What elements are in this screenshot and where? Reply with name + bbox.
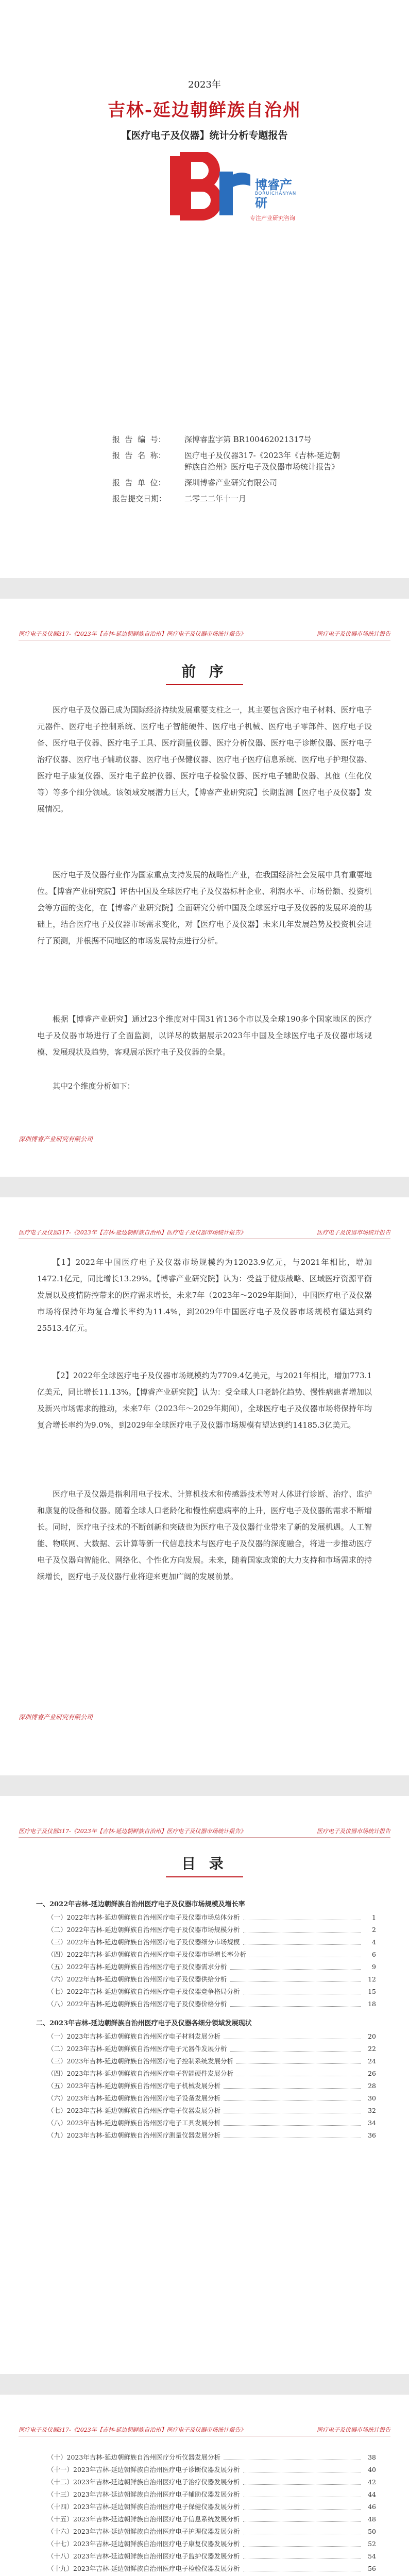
toc-entry-text: （七）2023年吉林-延边朝鲜族自治州医疗电子仪器发展分析 [47,2107,221,2114]
report-meta [112,434,344,509]
toc-entry-text: （一）2022年吉林-延边朝鲜族自治州医疗电子及仪器市场总体分析 [47,1913,240,1921]
toc-entry[interactable] [36,2550,376,2563]
toc-leader [243,2501,361,2510]
toc-entry[interactable] [36,1973,376,1986]
logo-en-name: BORUICHANYAN [255,191,297,196]
toc-entry-text: （十三）2023年吉林-延边朝鲜族自治州医疗电子辅助仪器发展分析 [47,2490,240,2498]
toc-entry[interactable] [36,2451,376,2464]
toc-entry[interactable] [36,2488,376,2501]
toc-page-number: 52 [368,2540,376,2548]
preface-paragraph: 根据【博睿产业研究】通过23个维度对中国31省136个市以及全球190多个国家地区的医疗电子及仪器市场进行了全面监测，以详尽的数据展示2023年中国及全球医疗电子及仪器市场规模、发展现状及趋势，客观展示医疗电子及仪器的全景。 [37,1014,372,1057]
page-gap [0,2374,409,2395]
toc-entry[interactable] [36,2043,376,2055]
toc-leader [224,2030,361,2039]
toc-entry[interactable] [36,2105,376,2117]
toc-leader [230,1998,361,2007]
toc-entry-text: （十二）2023年吉林-延边朝鲜族自治州医疗电子治疗仪器发展分析 [47,2478,240,2486]
page-header: 医疗电子及仪器317-《2023年【吉林-延边朝鲜族自治州】医疗电子及仪器市场统计报告》 医疗电子及仪器市场统计报告 [19,1827,390,1838]
toc-entry-text: （二）2023年吉林-延边朝鲜族自治州医疗电子元器件发展分析 [47,2045,227,2053]
toc-entry-text: （十五）2023年吉林-延边朝鲜族自治州医疗电子信息系统发展分析 [47,2515,240,2523]
toc-page-number: 38 [368,2453,376,2461]
toc-page-number: 34 [368,2119,376,2127]
toc-page-number: 54 [368,2552,376,2560]
toc-entry[interactable] [36,2476,376,2488]
toc-entry[interactable] [36,2538,376,2550]
toc-leader [224,2129,361,2138]
page-footer: 深圳博睿产业研究有限公司 [19,1714,93,1721]
toc-list-continued [36,2451,376,2576]
toc-leader [224,2092,361,2101]
toc-entry-text: （八）2022年吉林-延边朝鲜族自治州医疗电子及仪器价格分析 [47,2000,227,2008]
toc-entry-text: （五）2023年吉林-延边朝鲜族自治州医疗电子机械发展分析 [47,2082,221,2090]
toc-page [0,1796,409,2374]
page-header: 医疗电子及仪器317-《2023年【吉林-延边朝鲜族自治州】医疗电子及仪器市场统计报告》 医疗电子及仪器市场统计报告 [19,2426,390,2436]
logo-slogan: 专注产业研究咨询 [250,215,295,222]
toc-entry[interactable] [36,2526,376,2538]
toc-entry[interactable] [36,1961,376,1973]
toc-page-number: 22 [368,2045,376,2053]
toc-leader [249,1948,361,1957]
preface-paragraph: 其中2个维度分析如下： [53,1081,135,1091]
toc-page-continued [0,2395,409,2576]
toc-leader [243,1986,361,1994]
toc-entry-text: （五）2022年吉林-延边朝鲜族自治州医疗电子及仪器需求分析 [47,1963,227,1971]
toc-entry[interactable] [36,2117,376,2129]
toc-entry-text: （十八）2023年吉林-延边朝鲜族自治州医疗电子监护仪器发展分析 [47,2552,240,2560]
report-year: 2023年 [188,79,221,90]
toc-leader [230,1961,361,1970]
preface-page [0,599,409,1177]
toc-entry-text: （三）2023年吉林-延边朝鲜族自治州医疗电子控制系统发展分析 [47,2057,234,2065]
toc-page-number: 56 [368,2565,376,2572]
toc-entry[interactable] [36,1998,376,2010]
report-title: 吉林-延边朝鲜族自治州 [107,100,302,121]
toc-leader [230,2043,361,2052]
toc-entry[interactable] [36,2067,376,2080]
page-footer: 深圳博睿产业研究有限公司 [19,1136,93,1143]
toc-page-number: 40 [368,2466,376,2473]
toc-page-number: 46 [368,2503,376,2511]
toc-entry[interactable] [36,1911,376,1924]
toc-entry-text: （十）2023年吉林-延边朝鲜族自治州医疗分析仪器发展分析 [47,2453,221,2461]
toc-page-number: 15 [368,1988,376,1995]
toc-leader [243,2563,361,2571]
toc-page-number: 44 [368,2490,376,2498]
toc-page-number: 9 [372,1963,376,1971]
toc-entry[interactable] [36,2092,376,2105]
toc-page-number: 36 [368,2131,376,2139]
toc-page-number: 18 [368,2000,376,2008]
toc-section-heading[interactable]: 二、2023年吉林-延边朝鲜族自治州医疗电子及仪器各细分领域发展现状 [36,2020,252,2027]
toc-page-number: 12 [368,1975,376,1983]
toc-entry[interactable] [36,2055,376,2067]
toc-page-number: 28 [368,2082,376,2090]
toc-entry[interactable] [36,2464,376,2476]
toc-leader [243,2550,361,2559]
preface-title: 前 序 [0,660,409,685]
meta-row: 报 告 单 位： 深圳博睿产业研究有限公司 [112,478,278,487]
meta-row: 报告提交日期： 二零二二年十一月 [112,494,247,503]
toc-entry[interactable] [36,1948,376,1961]
logo-cn-name: 博睿产研 [255,178,292,210]
page-gap [0,578,409,599]
toc-leader [243,1936,361,1945]
toc-page-number: 6 [372,1951,376,1958]
toc-leader [243,1911,361,1920]
toc-page-number: 42 [368,2478,376,2486]
toc-entry-text: （十一）2023年吉林-延边朝鲜族自治州医疗电子诊断仪器发展分析 [47,2466,240,2473]
toc-leader [230,1973,361,1982]
toc-entry-text: （一）2023年吉林-延边朝鲜族自治州医疗电子材料发展分析 [47,2032,221,2040]
toc-leader [224,2117,361,2126]
toc-leader [224,2080,361,2089]
toc-entry-text: （三）2022年吉林-延边朝鲜族自治州医疗电子及仪器细分市场规模 [47,1938,240,1946]
toc-page-number: 50 [368,2528,376,2535]
toc-page-number: 32 [368,2107,376,2114]
toc-section-heading[interactable]: 一、2022年吉林-延边朝鲜族自治州医疗电子及仪器市场规模及增长率 [36,1901,245,1908]
toc-entry-text: （六）2022年吉林-延边朝鲜族自治州医疗电子及仪器供给分析 [47,1975,227,1983]
toc-entry-text: （二）2022年吉林-延边朝鲜族自治州医疗电子及仪器市场规模分析 [47,1926,240,1934]
toc-page-number: 48 [368,2515,376,2523]
preface-paragraph: 医疗电子及仪器行业作为国家重点支持发展的战略性产业，在我国经济社会发展中具有重要地位。【博睿产业研究院】评估中国及全球医疗电子及仪器标杆企业、利润水平、市场份额、投资机会等方面的变化，在【博睿产业研究院】全面研究分析中国及全球医疗电子及仪器的发展环境的基础上，结合医疗电子及仪器市场需求变化，对【医疗电子及仪器】未来几年发展趋势及投资机会进行了预测，并根据不同地区的市场发展特点进行分析。 [37,870,372,945]
toc-entry-text: （十七）2023年吉林-延边朝鲜族自治州医疗电子康复仪器发展分析 [47,2540,240,2548]
toc-leader [243,2476,361,2485]
toc-leader [243,2538,361,2547]
toc-entry[interactable] [36,1986,376,1998]
toc-entry-text: （四）2023年吉林-延边朝鲜族自治州医疗电子智能硬件发展分析 [47,2070,234,2077]
toc-leader [243,2488,361,2497]
cover-page [0,0,409,578]
toc-list [36,1891,376,2142]
toc-title: 目 录 [0,1853,409,1877]
toc-entry-text: （四）2022年吉林-延边朝鲜族自治州医疗电子及仪器市场增长率分析 [47,1951,247,1958]
toc-entry-text: （十六）2023年吉林-延边朝鲜族自治州医疗电子护理仪器发展分析 [47,2528,240,2535]
toc-leader [224,2105,361,2113]
page-header: 医疗电子及仪器317-《2023年【吉林-延边朝鲜族自治州】医疗电子及仪器市场统计报告》 医疗电子及仪器市场统计报告 [19,630,390,640]
analysis-paragraph: 【1】2022年中国医疗电子及仪器市场规模约为12023.9亿元，与2021年相比，增加1472.1亿元，同比增长13.29%。【博睿产业研究院】认为：受益于健康战略、区域医疗资源平衡发展以及疫情防控带来的医疗需求增长，未来7年（2023年～2029年期间），中国医疗电子及仪器市场将保持年均复合增长率约为11.4%，到2029年中国医疗电子及仪器市场规模有望达到约25513.4亿元。 [37,1258,372,1333]
toc-leader [236,2055,361,2064]
analysis-paragraph: 【2】2022年全球医疗电子及仪器市场规模约为7709.4亿美元，与2021年相比，增加773.1亿美元，同比增长11.13%。【博睿产业研究院】认为：受全球人口老龄化趋势、慢性病患者增加以及新兴市场需求的推动，未来7年（2023年～2029年期间），全球医疗电子及仪器市场将保持年均复合增长率约为9.0%，到2029年全球医疗电子及仪器市场规模有望达到约14185.3亿美元。 [37,1371,372,1430]
toc-leader [243,2513,361,2522]
analysis-page [0,1197,409,1775]
toc-entry-text: （八）2023年吉林-延边朝鲜族自治州医疗电子工具发展分析 [47,2119,221,2127]
toc-entry[interactable] [36,2501,376,2513]
toc-entry[interactable] [36,2513,376,2526]
report-subtitle: 【医疗电子及仪器】统计分析专题报告 [121,130,288,141]
toc-entry-text: （九）2023年吉林-延边朝鲜族自治州医疗测量仪器发展分析 [47,2131,221,2139]
toc-entry[interactable] [36,1924,376,1936]
toc-entry[interactable] [36,2563,376,2575]
meta-row: 报 告 名 称： 医疗电子及仪器317-《2023年《吉林-延边朝鲜族自治州》医疗电子及仪器市场统计报告》 [112,451,340,471]
toc-leader [224,2451,361,2460]
toc-entry-text: （十四）2023年吉林-延边朝鲜族自治州医疗电子保健仪器发展分析 [47,2503,240,2511]
toc-page-number: 4 [372,1938,376,1946]
toc-leader [243,1924,361,1933]
analysis-paragraph: 医疗电子及仪器是指利用电子技术、计算机技术和传感器技术等对人体进行诊断、治疗、监护和康复的设备和仪器。随着全球人口老龄化和慢性病患病率的上升，医疗电子及仪器的需求不断增长。同时，医疗电子技术的不断创新和突破也为医疗电子及仪器行业带来了新的发展机遇。人工智能、物联网、大数据、云计算等新一代信息技术与医疗电子及仪器的深度融合，将进一步推动医疗电子及仪器向智能化、网络化、个性化方向发展。未来，随着国家政策的大力支持和市场需求的持续增长，医疗电子及仪器行业将迎来更加广阔的发展前景。 [37,1489,372,1581]
page-header: 医疗电子及仪器317-《2023年【吉林-延边朝鲜族自治州】医疗电子及仪器市场统计报告》 医疗电子及仪器市场统计报告 [19,1228,390,1239]
toc-entry-text: （十九）2023年吉林-延边朝鲜族自治州医疗电子检验仪器发展分析 [47,2565,240,2572]
toc-page-number: 26 [368,2070,376,2077]
meta-row: 报 告 编 号： 深博睿监字第 BR100462021317号 [112,435,312,444]
toc-entry[interactable] [36,2030,376,2043]
page-gap [0,1177,409,1197]
toc-entry-text: （七）2022年吉林-延边朝鲜族自治州医疗电子及仪器竞争格局分析 [47,1988,240,1995]
toc-entry[interactable] [36,2080,376,2092]
toc-page-number: 2 [372,1926,376,1934]
toc-entry[interactable] [36,2129,376,2142]
preface-paragraph: 医疗电子及仪器已成为国际经济持续发展重要支柱之一，其主要包含医疗电子材料、医疗电子元器件、医疗电子控制系统、医疗电子智能硬件、医疗电子机械、医疗电子零部件、医疗电子设备、医疗电子仪器、医疗电子工具、医疗测量仪器、医疗分析仪器、医疗电子诊断仪器、医疗电子治疗仪器、医疗电子辅助仪器、医疗电子保健仪器、医疗电子医疗信息系统、医疗电子护理仪器、医疗电子康复仪器、医疗电子监护仪器、医疗电子检验仪器、医疗电子辅助仪器、其他（生化仪等）等多个细分领域。该领域发展潜力巨大，【博睿产业研究院】长期监测【医疗电子及仪器】发展情况。 [37,705,372,814]
toc-leader [243,2526,361,2534]
page-gap [0,1775,409,1796]
toc-entry-text: （六）2023年吉林-延边朝鲜族自治州医疗电子设备发展分析 [47,2094,221,2102]
toc-page-number: 1 [372,1913,376,1921]
toc-page-number: 24 [368,2057,376,2065]
company-logo [170,152,304,224]
toc-page-number: 30 [368,2094,376,2102]
toc-leader [236,2067,361,2076]
toc-page-number: 20 [368,2032,376,2040]
toc-leader [243,2464,361,2472]
toc-entry[interactable] [36,1936,376,1948]
